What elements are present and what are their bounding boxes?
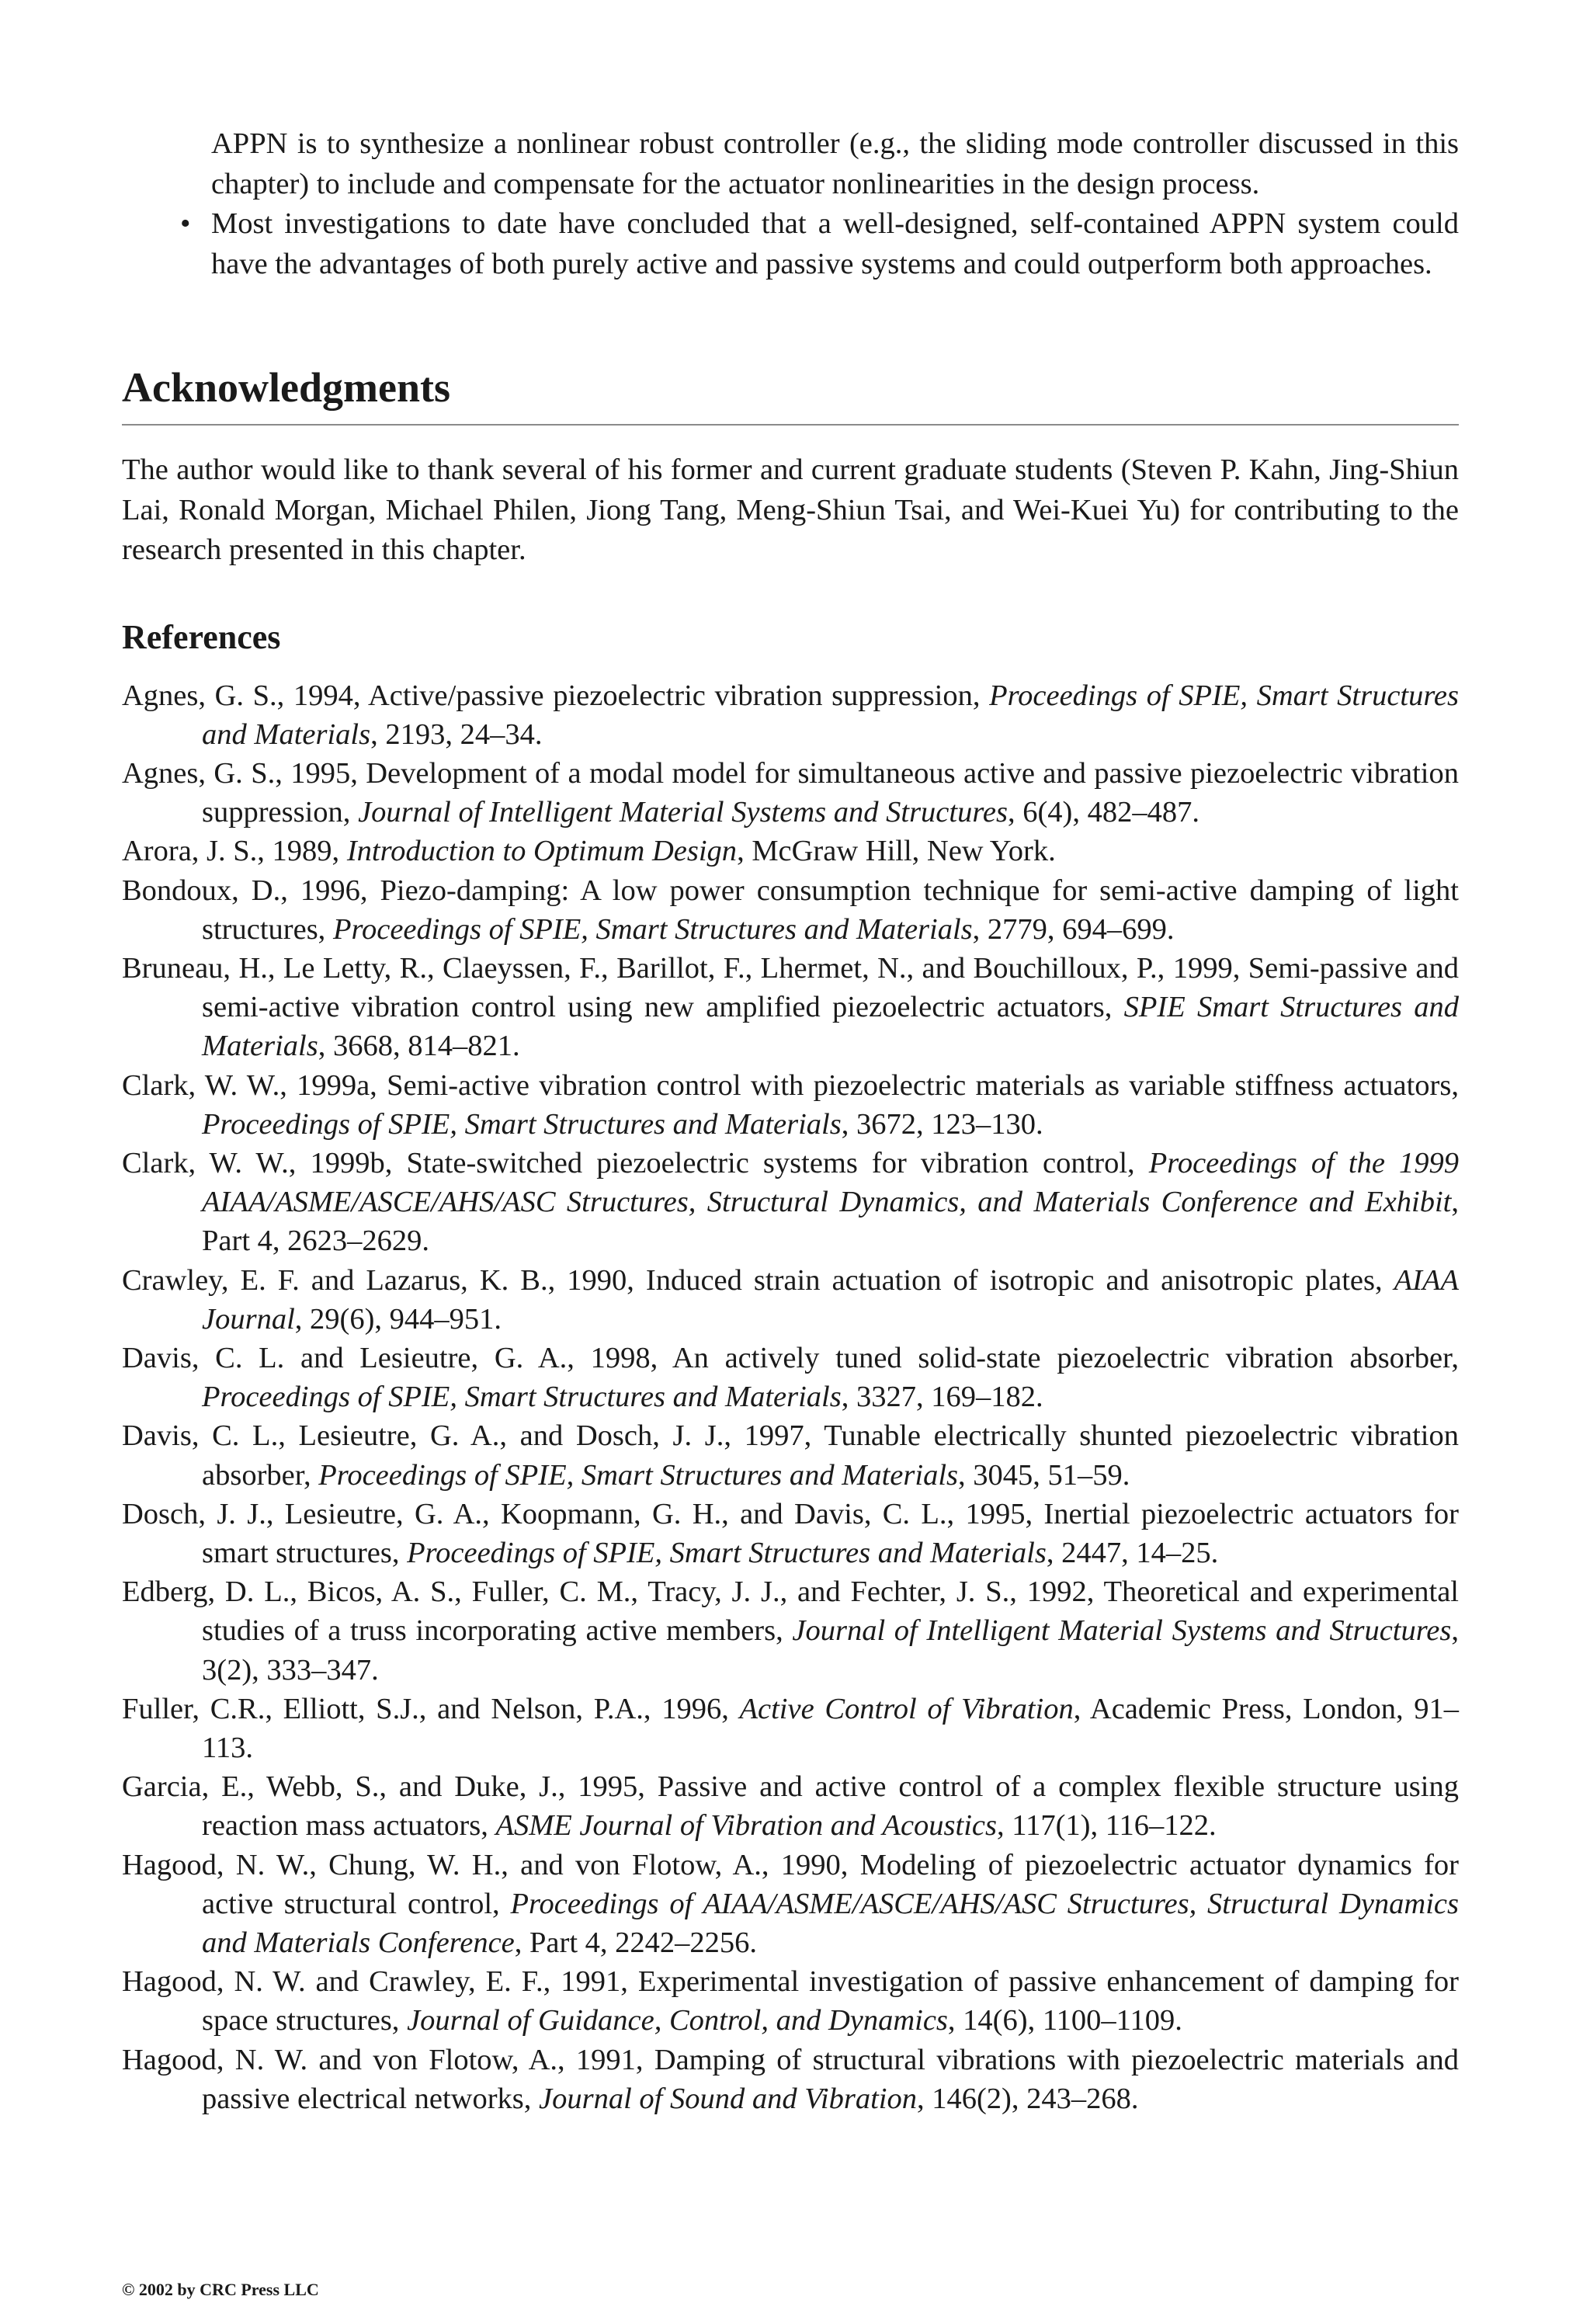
references-list — [122, 676, 1459, 2119]
reference-entry: Edberg, D. L., Bicos, A. S., Fuller, C. M., Tracy, J. J., and Fechter, J. S., 1992, Theoretical and experimental studies of a truss incorporating active members, Journal of Intelligent Material Systems and Structures, 3(2), 333–347. — [122, 1575, 1460, 1687]
reference-entry: Agnes, G. S., 1995, Development of a modal model for simultaneous active and passive piezoelectric vibration suppression, Journal of Intelligent Material Systems and Structures, 6(4), 482–487. — [122, 756, 1459, 829]
reference-entry: Clark, W. W., 1999b, State-switched piezoelectric systems for vibration control, Proceedings of the 1999 AIAA/ASME/ASCE/AHS/ASC Structures, Structural Dynamics, and Materials Conference and Exhibit, Part 4, 2623–2629. — [122, 1146, 1459, 1258]
copyright-footer: © 2002 by CRC Press LLC — [122, 2280, 319, 2299]
reference-entry: Dosch, J. J., Lesieutre, G. A., Koopmann, G. H., and Davis, C. L., 1995, Inertial piezoelectric actuators for smart structures, Proceedings of SPIE, Smart Structures and Materials, 2447, 14–25. — [122, 1497, 1459, 1569]
reference-entry: Bondoux, D., 1996, Piezo-damping: A low power consumption technique for semi-active damping of light structures, Proceedings of SPIE, Smart Structures and Materials, 2779, 694–699. — [122, 874, 1459, 946]
intro-continuation-paragraph: APPN is to synthesize a nonlinear robust controller (e.g., the sliding mode controller discussed in this chapter) to include and compensate for the actuator nonlinearities in the design process. — [211, 127, 1459, 200]
reference-entry: Fuller, C.R., Elliott, S.J., and Nelson, P.A., 1996, Active Control of Vibration, Academic Press, London, 91–113. — [122, 1692, 1459, 1764]
reference-entry: Davis, C. L. and Lesieutre, G. A., 1998, An actively tuned solid-state piezoelectric vibration absorber, Proceedings of SPIE, Smart Structures and Materials, 3327, 169–182. — [122, 1341, 1459, 1414]
references-heading: References — [122, 617, 281, 656]
acknowledgments-heading: Acknowledgments — [122, 362, 1459, 426]
reference-entry: Davis, C. L., Lesieutre, G. A., and Dosch, J. J., 1997, Tunable electrically shunted piezoelectric vibration absorber, Proceedings of SPIE, Smart Structures and Materials, 3045, 51–59. — [122, 1419, 1459, 1492]
reference-entry: Hagood, N. W. and Crawley, E. F., 1991, Experimental investigation of passive enhancement of damping for space structures, Journal of Guidance, Control, and Dynamics, 14(6), 1100–1109. — [122, 1965, 1459, 2037]
bullet-icon: • — [180, 207, 191, 240]
bullet-text: Most investigations to date have concluded that a well-designed, self-contained APPN system could have the advantages of both purely active and passive systems and could outperform both approaches. — [211, 207, 1459, 280]
reference-entry: Hagood, N. W. and von Flotow, A., 1991, Damping of structural vibrations with piezoelectric materials and passive electrical networks, Journal of Sound and Vibration, 146(2), 243–268. — [122, 2043, 1459, 2115]
reference-entry: Garcia, E., Webb, S., and Duke, J., 1995, Passive and active control of a complex flexible structure using reaction mass actuators, ASME Journal of Vibration and Acoustics, 117(1), 116–122. — [122, 1770, 1459, 1843]
reference-entry: Crawley, E. F. and Lazarus, K. B., 1990, Induced strain actuation of isotropic and anisotropic plates, AIAA Journal, 29(6), 944–951. — [122, 1263, 1459, 1336]
reference-entry: Arora, J. S., 1989, Introduction to Optimum Design, McGraw Hill, New York. — [122, 835, 1056, 868]
reference-entry: Bruneau, H., Le Letty, R., Claeyssen, F., Barillot, F., Lhermet, N., and Bouchilloux, P., 1999, Semi-passive and semi-active vibration control using new amplified piezoelectric actuators, SPIE Smart Structures and Materials, 3668, 814–821. — [122, 951, 1459, 1063]
page-content — [122, 124, 1459, 2118]
reference-entry: Agnes, G. S., 1994, Active/passive piezoelectric vibration suppression, Proceedings of SPIE, Smart Structures and Materials, 2193, 24–34. — [122, 679, 1459, 751]
acknowledgments-paragraph: The author would like to thank several of his former and current graduate students (Steven P. Kahn, Jing-Shiun Lai, Ronald Morgan, Michael Philen, Jiong Tang, Meng-Shiun Tsai, and Wei-Kuei Yu) for contributing to the research presented in this chapter. — [122, 453, 1459, 566]
reference-entry: Hagood, N. W., Chung, W. H., and von Flotow, A., 1990, Modeling of piezoelectric actuator dynamics for active structural control, Proceedings of AIAA/ASME/ASCE/AHS/ASC Structures, Structural Dynamics and Materials Conference, Part 4, 2242–2256. — [122, 1848, 1459, 1959]
intro-bullet-item — [180, 204, 1459, 284]
reference-entry: Clark, W. W., 1999a, Semi-active vibration control with piezoelectric materials as variable stiffness actuators, Proceedings of SPIE, Smart Structures and Materials, 3672, 123–130. — [122, 1068, 1459, 1141]
